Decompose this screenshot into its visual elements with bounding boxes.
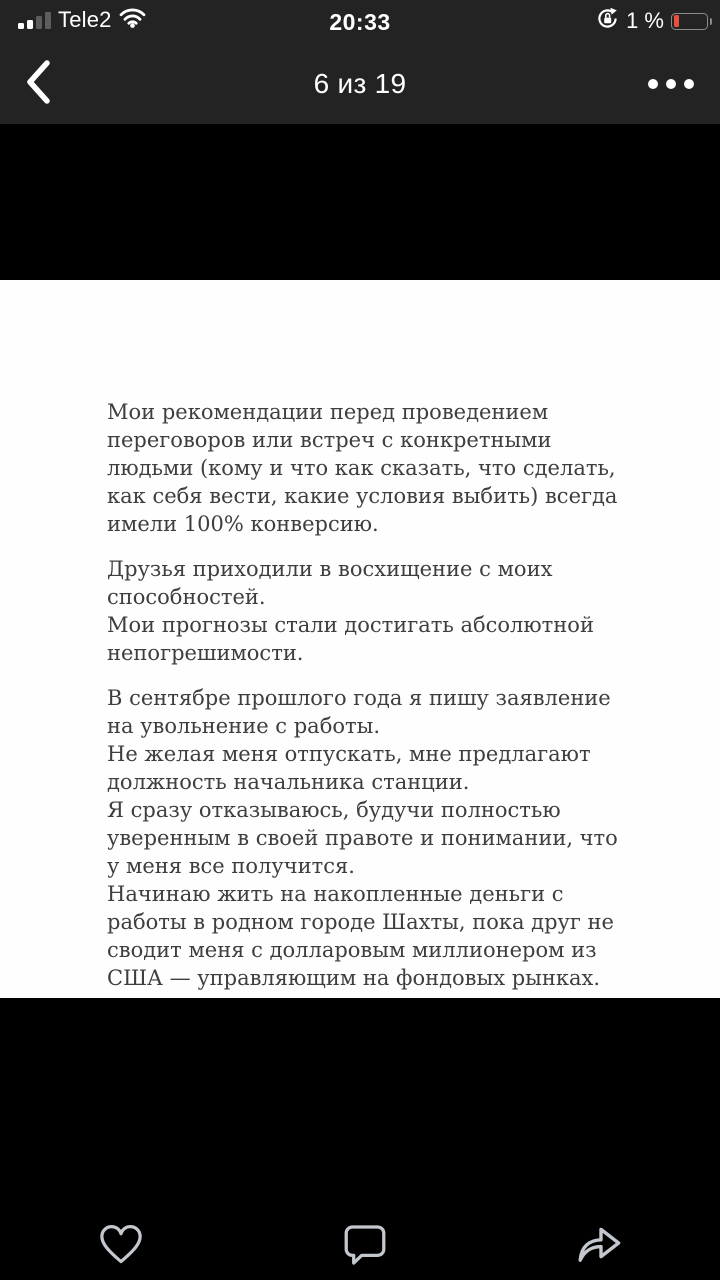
header — [0, 0, 720, 124]
comment-icon — [342, 1222, 388, 1268]
ellipsis-icon — [666, 79, 676, 89]
battery-nub — [710, 18, 713, 25]
carrier-label: Tele2 — [58, 7, 112, 32]
ellipsis-icon — [648, 79, 658, 89]
battery-percent-label: 1 % — [626, 8, 664, 33]
sentence-line: В сентябре прошлого года я пишу заявление на увольнение с работы. — [107, 686, 611, 738]
sentence-line: Не желая меня отпускать, мне предлагают должность начальника станции. — [107, 742, 591, 794]
photo-counter-title: 6 из 19 — [313, 68, 407, 99]
orientation-lock-icon — [596, 7, 619, 35]
nav-bar — [0, 44, 720, 124]
status-bar — [0, 0, 720, 44]
sentence-line: Друзья приходили в восхищение с моих способностей. — [107, 557, 553, 609]
status-time: 20:33 — [329, 8, 391, 35]
sentence-line: Начинаю жить на накопленные деньги с работы в родном городе Шахты, пока друг не сводит меня с долларовым миллионером из США — управляющим на фондовых рынках. — [107, 882, 614, 990]
photo-text — [0, 280, 720, 992]
ellipsis-icon — [684, 79, 694, 89]
sentence-line: Мои прогнозы стали достигать абсолютной непогрешимости. — [107, 613, 594, 665]
battery-level — [674, 15, 679, 27]
heart-icon — [98, 1223, 144, 1265]
like-button[interactable] — [93, 1216, 149, 1272]
more-options-button[interactable] — [644, 66, 698, 102]
paragraph — [107, 684, 624, 992]
comment-button[interactable] — [337, 1217, 393, 1273]
photo-image[interactable] — [0, 280, 720, 998]
paragraph — [107, 555, 624, 667]
status-right-cluster — [596, 7, 708, 35]
sentence-line: Я сразу отказываюсь, будучи полностью уверенным в своей правоте и понимании, что у меня все получится. — [107, 798, 618, 878]
sentence-line: Мои рекомендации перед проведением переговоров или встреч с конкретными людьми (кому и что как сказать, что сделать, как себя вести, какие условия выбить) всегда имели 100% конверсию. — [107, 400, 618, 536]
share-button[interactable] — [572, 1215, 628, 1271]
share-icon — [575, 1221, 625, 1265]
battery-icon — [671, 13, 708, 30]
paragraph — [107, 398, 624, 538]
